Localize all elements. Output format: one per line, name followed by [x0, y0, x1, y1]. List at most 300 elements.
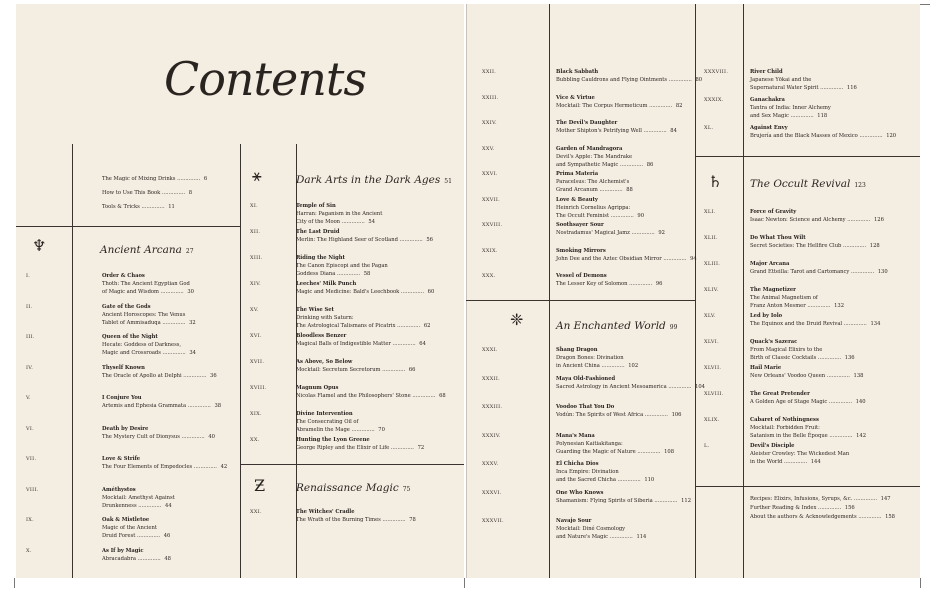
entry-subtitle: From Magical Elixirs to the: [750, 347, 823, 353]
page-number: 78: [409, 517, 416, 523]
entry-title: Smoking Mirrors: [556, 247, 606, 254]
page-number: 40: [208, 433, 215, 440]
chapter-number: VIII.: [26, 486, 39, 493]
dot-leader: ..............: [380, 367, 407, 373]
chapter-number: XXXVIII.: [704, 69, 729, 75]
toc-entry[interactable]: [556, 170, 633, 194]
page-number: 130: [877, 269, 888, 275]
page-number: 114: [636, 534, 647, 540]
entry-subtitle: and Sympathetic Magic .............. 86: [556, 161, 654, 168]
page-number: 140: [855, 399, 866, 405]
page-number: 62: [423, 323, 431, 329]
entry-subtitle: Paracelsus: The Alchemist's: [556, 179, 630, 185]
entry-subtitle: Magic and Medicine: Bald's Leechbook .............. 60: [296, 289, 435, 295]
section-title-renaissance[interactable]: Renaissance Magic 75: [296, 482, 411, 494]
dot-leader: ..............: [849, 269, 876, 275]
page-number: 88: [626, 187, 633, 193]
page-number: 102: [628, 363, 639, 369]
entry-subtitle: Tablet of Ammisaduqa .............. 32: [102, 319, 196, 326]
dot-leader: ..............: [139, 204, 167, 210]
toc-entry[interactable]: [102, 516, 170, 540]
dot-leader: ..............: [390, 341, 418, 347]
entry-subtitle: George Ripley and the Elixir of Life .............. 72: [296, 445, 425, 451]
entry-subtitle: Brujería and the Black Masses of Mexico .............. 120: [750, 133, 897, 139]
page-number: 48: [164, 555, 171, 562]
entry-title: One Who Knows: [556, 489, 604, 496]
page-number: 46: [163, 533, 171, 539]
toc-entry[interactable]: [750, 514, 895, 520]
entry-subtitle: John Dee and the Aztec Obsidian Mirror .............. 94: [556, 255, 697, 262]
chapter-number: XXXVI.: [482, 489, 502, 496]
chapter-number: XXXVII.: [482, 518, 504, 524]
page-number: 92: [658, 230, 665, 236]
toc-entry[interactable]: [556, 517, 646, 541]
entry-subtitle: Supernatural Water Spirit .............. 116: [750, 85, 857, 91]
chapter-number: XXIII.: [482, 94, 499, 101]
toc-entry[interactable]: [556, 247, 697, 263]
chapter-number: X.: [26, 547, 32, 554]
toc-entry[interactable]: [750, 96, 831, 120]
toc-entry[interactable]: [556, 346, 638, 370]
chapter-number: XL.: [704, 125, 714, 131]
chapter-number: IV.: [26, 364, 34, 371]
dot-leader: ..............: [852, 496, 879, 502]
page-number: 42: [220, 464, 228, 470]
entry-title: I Conjure You: [102, 395, 142, 401]
section-rule: [240, 464, 464, 465]
toc-entry[interactable]: [750, 364, 863, 380]
page-number: 54: [368, 219, 376, 225]
entry-subtitle: Heinrich Cornelius Agrippa:: [556, 204, 631, 211]
chapter-number: XLVI.: [704, 339, 719, 345]
entry-title: Temple of Sin: [296, 203, 336, 209]
entry-subtitle: Polynesian Kaitiakitanga:: [556, 440, 623, 447]
entry-subtitle: Merlin: The Highland Seer of Scotland .............. 56: [296, 237, 433, 243]
entry-subtitle: City of the Moon .............. 54: [296, 219, 376, 225]
entry-title: Devil's Disciple: [750, 443, 795, 449]
toc-entry[interactable]: [296, 280, 434, 296]
entry-title: The Magnetizer: [750, 287, 796, 293]
entry-subtitle: Bubbling Cauldrons and Flying Ointments .............. 80: [556, 77, 703, 83]
dot-leader: ..............: [818, 85, 845, 91]
entry-subtitle: Mocktail: Amethyst Against: [102, 494, 175, 501]
chapter-number: XXVI.: [482, 171, 498, 177]
entry-title: Magnum Opus: [296, 385, 339, 391]
page-number: 90: [637, 212, 645, 219]
dot-leader: ..............: [597, 187, 625, 193]
dot-leader: ..............: [399, 289, 426, 295]
dot-leader: ..............: [661, 255, 689, 262]
entry-subtitle: Abramelin the Mage .............. 70: [296, 427, 385, 433]
page-number: 44: [165, 502, 172, 509]
entry-title: Major Arcana: [750, 261, 790, 267]
entry-subtitle: The Consecrating Oil of: [296, 419, 359, 425]
page-number: 134: [870, 321, 881, 327]
entry-subtitle: The Animal Magnetism of: [750, 295, 818, 301]
dot-leader: ..............: [629, 230, 657, 236]
entry-subtitle: of Magic and Wisdom .............. 30: [102, 289, 194, 295]
entry-title: The Great Pretender: [750, 391, 810, 397]
dot-leader: ..............: [158, 289, 186, 295]
page-number: 80: [695, 77, 703, 83]
toc-entry[interactable]: [750, 124, 896, 140]
entry-title: The Witches' Cradle: [296, 509, 355, 515]
entry-subtitle: Drunkenness .............. 44: [102, 502, 172, 509]
entry-title: El Chicha Dios: [556, 461, 599, 467]
dot-leader: ..............: [805, 303, 833, 309]
page-number: 136: [844, 355, 855, 361]
toc-entry[interactable]: [102, 455, 227, 471]
entry-title: The Last Druid: [296, 229, 340, 235]
toc-entry[interactable]: [556, 145, 653, 169]
toc-entry[interactable]: [296, 228, 433, 244]
toc-entry[interactable]: [102, 394, 221, 410]
section-title-occult-revival[interactable]: The Occult Revival 123: [750, 178, 866, 190]
dot-leader: ..............: [647, 102, 674, 109]
page-number: 108: [664, 448, 675, 455]
entry-subtitle: Mother Shipton's Petrifying Well .............. 84: [556, 128, 677, 134]
entry-title: About the authors & Acknowledgements: [750, 514, 857, 520]
entry-subtitle: and the Sacred Chicha .............. 110: [556, 477, 655, 483]
toc-entry[interactable]: [750, 286, 844, 310]
entry-title: Prima Materia: [556, 171, 599, 177]
toc-entry[interactable]: [296, 358, 415, 374]
entry-subtitle: Ancient Horoscopes: The Venus: [102, 311, 186, 318]
dot-leader: ..............: [160, 190, 187, 196]
page-number: 56: [426, 237, 433, 243]
entry-title: Cabaret of Nothingness: [750, 417, 819, 423]
column-rule: [695, 4, 696, 578]
entry-title: The Devil's Daughter: [556, 120, 618, 126]
chapter-number: L.: [704, 443, 710, 449]
page-number: 34: [189, 350, 196, 356]
page-number: 68: [439, 393, 446, 399]
entry-title: As Above, So Below: [296, 359, 353, 365]
dot-leader: ..............: [380, 517, 408, 523]
column-rule: [549, 4, 550, 578]
page-number: 94: [690, 255, 697, 262]
page-title: Contents: [164, 52, 366, 106]
dot-leader: ..............: [666, 383, 694, 390]
chapter-number: XXXII.: [482, 375, 501, 382]
toc-entry[interactable]: [296, 384, 446, 400]
toc-entry[interactable]: [102, 190, 192, 196]
toc-entry[interactable]: [296, 306, 430, 330]
entry-title: Force of Gravity: [750, 209, 797, 215]
dot-leader: ..............: [179, 433, 207, 440]
section-title-enchanted-world[interactable]: An Enchanted World 99: [556, 320, 678, 332]
page-number: 36: [210, 372, 217, 379]
dot-leader: ..............: [160, 319, 188, 326]
crop-mark: [920, 578, 921, 588]
dot-leader: ..............: [643, 412, 670, 418]
dot-leader: ..............: [627, 281, 654, 287]
entry-subtitle: The Occult Feminist .............. 90: [556, 212, 645, 219]
toc-entry[interactable]: [102, 333, 196, 357]
entry-title: Do What Thou Wilt: [750, 235, 806, 241]
chapter-number: XX.: [250, 437, 260, 443]
page-number: 66: [408, 367, 416, 373]
chapter-number: VI.: [26, 425, 35, 432]
toc-entry[interactable]: [296, 202, 382, 226]
column-rule: [743, 4, 744, 578]
page-number: 64: [419, 341, 426, 347]
chapter-number: XXXIX.: [704, 97, 724, 103]
chapter-number: III.: [26, 334, 35, 340]
page-number: 158: [885, 514, 895, 520]
toc-entry[interactable]: [750, 260, 888, 276]
dot-leader: ..............: [175, 176, 202, 182]
page-number: 58: [363, 271, 371, 277]
page-number: 118: [817, 113, 828, 119]
chapter-number: XXIV.: [482, 120, 497, 126]
entry-subtitle: Druid Forest .............. 46: [102, 533, 171, 539]
chapter-number: VII.: [26, 456, 37, 462]
page-number: 38: [214, 403, 222, 409]
entry-title: Black Sabbath: [556, 69, 599, 75]
toc-entry[interactable]: [296, 508, 416, 524]
page-number: 32: [189, 319, 196, 326]
toc-entry[interactable]: [556, 489, 691, 505]
entry-subtitle: Nostradamus' Magical Jamz .............. 92: [556, 230, 665, 236]
toc-entry[interactable]: [556, 119, 677, 135]
entry-title: Gate of the Gods: [102, 303, 151, 310]
toc-entry[interactable]: [102, 303, 196, 327]
toc-entry[interactable]: [556, 94, 682, 110]
dot-leader: ..............: [667, 77, 694, 83]
entry-subtitle: Abracadabra .............. 48: [102, 555, 171, 562]
page-number: 116: [846, 85, 857, 91]
dot-leader: ..............: [599, 363, 627, 369]
entry-subtitle: Artemis and Ephesia Grammata .............. 38: [102, 403, 222, 409]
entry-title: Death by Desire: [102, 425, 149, 432]
toc-entry[interactable]: [296, 410, 385, 434]
toc-entry[interactable]: [750, 234, 880, 250]
entry-title: Tools & Tricks: [102, 204, 140, 210]
entry-subtitle: Drinking with Saturn:: [296, 315, 354, 321]
entry-title: Further Reading & Index: [750, 505, 817, 511]
page-number: 106: [671, 412, 682, 418]
entry-subtitle: in Ancient China .............. 102: [556, 363, 639, 369]
entry-subtitle: The Equinox and the Druid Revival .............. 134: [750, 321, 881, 327]
entry-title: The Wise Set: [296, 307, 334, 313]
entry-title: Mana's Mana: [556, 432, 595, 439]
dot-leader: ..............: [608, 534, 635, 540]
entry-subtitle: Magic of the Ancient: [102, 525, 157, 531]
toc-entry[interactable]: [750, 416, 866, 440]
section-rule: [466, 300, 695, 301]
dot-leader: ..............: [135, 555, 163, 562]
entry-subtitle: Inca Empire: Divination: [556, 469, 619, 475]
toc-entry[interactable]: [750, 338, 855, 362]
entry-subtitle: The Canon Episcopi and the Pagan: [296, 263, 388, 269]
entry-subtitle: Nicolas Flamel and the Philosophers' Stone .............. 68: [296, 393, 446, 399]
entry-subtitle: Mocktail: Secretum Secretorum .............. 66: [296, 367, 416, 373]
toc-entry[interactable]: [556, 460, 654, 484]
dot-leader: ..............: [340, 219, 367, 225]
page-number: 96: [655, 281, 663, 287]
page-number: 138: [853, 373, 864, 379]
toc-entry[interactable]: [750, 505, 855, 511]
entry-subtitle: The Mystery Cult of Dionysus .............. 40: [102, 433, 215, 440]
chapter-number: XLVIII.: [704, 391, 724, 397]
section-title-dark-arts[interactable]: Dark Arts in the Dark Ages 51: [296, 174, 452, 186]
chapter-number: XI.: [250, 203, 259, 209]
dot-leader: ..............: [615, 477, 643, 483]
entry-title: Queen of the Night: [102, 334, 158, 340]
entry-subtitle: The Astrological Talismans of Picatrix .............. 62: [296, 323, 431, 329]
chapter-number: V.: [26, 395, 31, 401]
chapter-number: XLIX.: [704, 417, 720, 423]
toc-entry[interactable]: [750, 208, 884, 224]
chapter-number: I.: [26, 273, 31, 279]
page-number: 120: [886, 133, 897, 139]
dot-leader: ..............: [788, 113, 816, 119]
toc-entry[interactable]: [102, 364, 217, 380]
entry-subtitle: Mocktail: Forbidden Fruit:: [750, 425, 820, 431]
chapter-number: XII.: [250, 229, 261, 235]
dot-leader: ..............: [641, 128, 669, 134]
entry-subtitle: Thoth: The Ancient Egyptian God: [102, 281, 190, 287]
dot-leader: ..............: [136, 502, 164, 509]
dot-leader: ..............: [389, 445, 416, 451]
toc-entry[interactable]: [750, 496, 891, 502]
entry-subtitle: A Golden Age of Stage Magic .............. 140: [750, 399, 866, 405]
ornament-icon: ❈: [510, 310, 524, 329]
toc-entry[interactable]: [296, 254, 388, 278]
toc-entry[interactable]: [750, 442, 849, 466]
column-rule: [72, 144, 73, 578]
page-number: 128: [869, 243, 880, 249]
section-title-ancient-arcana[interactable]: Ancient Arcana 27: [100, 244, 194, 256]
entry-subtitle: Mocktail: The Corpus Hermeticum .............. 82: [556, 102, 683, 109]
toc-entry[interactable]: [556, 68, 702, 84]
page-number: 30: [187, 289, 194, 295]
entry-subtitle: Satanism in the Belle Époque .............. 142: [750, 433, 867, 439]
dot-leader: ..............: [192, 464, 219, 470]
entry-title: Vice & Virtue: [556, 94, 595, 101]
toc-entry[interactable]: [556, 221, 665, 237]
entry-subtitle: in the World .............. 144: [750, 459, 821, 465]
chapter-number: XXIX.: [482, 247, 498, 254]
page-number: 11: [168, 204, 175, 210]
toc-entry[interactable]: [556, 375, 705, 391]
chapter-number: XLII.: [704, 235, 718, 241]
entry-subtitle: Magical Balls of Indigestible Matter .............. 64: [296, 341, 426, 347]
toc-entry[interactable]: [102, 547, 171, 563]
toc-entry[interactable]: [102, 272, 194, 296]
entry-title: As If by Magic: [102, 547, 144, 554]
dot-leader: ..............: [618, 161, 645, 168]
dot-leader: ..............: [856, 514, 884, 520]
entry-subtitle: The Lesser Key of Solomon .............. 96: [556, 281, 663, 287]
column-rule: [240, 144, 241, 578]
toc-entry[interactable]: [296, 436, 424, 452]
toc-entry[interactable]: [102, 204, 175, 210]
entry-subtitle: Magic and Crossroads .............. 34: [102, 350, 196, 356]
page-number: 72: [417, 445, 425, 451]
entry-subtitle: The Wrath of the Burning Times .............. 78: [296, 517, 416, 523]
chapter-number: XXXIV.: [482, 432, 501, 439]
toc-entry[interactable]: [556, 196, 644, 220]
toc-entry[interactable]: [102, 176, 207, 182]
toc-entry[interactable]: [296, 332, 426, 348]
chapter-number: XLIII.: [704, 261, 721, 267]
crop-mark: [464, 578, 465, 588]
entry-title: Voodoo That You Do: [556, 404, 615, 410]
chapter-number: XXVIII.: [482, 222, 503, 228]
entry-title: Maya Old-Fashioned: [556, 375, 616, 382]
dot-leader: ..............: [410, 393, 438, 399]
entry-title: Divine Intervention: [296, 411, 353, 417]
toc-entry[interactable]: [750, 68, 857, 92]
dot-leader: ..............: [397, 237, 425, 243]
entry-subtitle: Hecate: Goddess of Darkness,: [102, 342, 182, 348]
page-number: 60: [427, 289, 435, 295]
chapter-number: XXX.: [482, 273, 496, 279]
toc-entry[interactable]: [556, 403, 681, 419]
entry-subtitle: Grand Etteilla: Tarot and Cartomancy .............. 130: [750, 269, 888, 275]
toc-entry[interactable]: [102, 486, 175, 510]
chapter-number: XV.: [250, 307, 259, 313]
entry-title: Recipes: Elixirs, Infusions, Syrups, &c.: [750, 496, 853, 502]
entry-subtitle: Aleister Crowley: The Wickedest Man: [750, 451, 850, 457]
toc-entry[interactable]: [556, 432, 674, 456]
dot-leader: ..............: [635, 448, 663, 455]
entry-title: Hail Marie: [750, 365, 782, 371]
right-page: [466, 4, 920, 578]
section-rule: [695, 486, 920, 487]
chapter-number: XVII.: [250, 359, 265, 365]
crop-mark: [14, 578, 15, 588]
entry-subtitle: and Sex Magic .............. 118: [750, 113, 828, 119]
entry-subtitle: Birth of Classic Cocktails .............. 136: [750, 355, 855, 361]
page-number: 86: [646, 161, 654, 168]
dot-leader: ..............: [782, 459, 809, 465]
entry-title: Garden of Mandragora: [556, 145, 623, 152]
dot-leader: ..............: [349, 427, 377, 433]
page-number: 112: [681, 497, 692, 504]
gutter: [466, 4, 467, 578]
entry-title: Against Envy: [750, 125, 788, 131]
entry-subtitle: The Four Elements of Empedocles .............. 42: [102, 464, 228, 470]
entry-title: Bloodless Benzer: [296, 333, 347, 339]
page-number: 6: [203, 176, 208, 182]
toc-entry[interactable]: [750, 390, 866, 406]
chapter-number: XXXV.: [482, 461, 499, 467]
toc-entry[interactable]: [102, 425, 215, 441]
entry-subtitle: Guarding the Magic of Nature .............. 108: [556, 448, 675, 455]
entry-subtitle: Tantra of India: Inner Alchemy: [750, 105, 831, 111]
entry-title: How to Use This Book: [102, 190, 161, 196]
chapter-number: XLIV.: [704, 287, 719, 293]
entry-subtitle: Goddess Diana .............. 58: [296, 271, 371, 277]
entry-subtitle: Isaac Newton: Science and Alchemy .............. 126: [750, 217, 884, 223]
page-number: 142: [856, 433, 867, 439]
toc-entry[interactable]: [750, 312, 880, 328]
dot-leader: ..............: [816, 505, 843, 511]
sigil-icon: Ƶ: [254, 476, 266, 495]
entry-subtitle: Vodún: The Spirits of West Africa .............. 106: [556, 412, 682, 418]
entry-title: Oak & Mistletoe: [102, 517, 150, 523]
entry-title: Thyself Known: [102, 364, 145, 371]
toc-entry[interactable]: [556, 272, 662, 288]
section-rule: [695, 156, 920, 157]
entry-title: Hunting the Lyon Greene: [296, 437, 370, 443]
chapter-number: XLV.: [704, 313, 716, 319]
dot-leader: ..............: [827, 433, 855, 439]
dot-leader: ..............: [181, 372, 209, 379]
